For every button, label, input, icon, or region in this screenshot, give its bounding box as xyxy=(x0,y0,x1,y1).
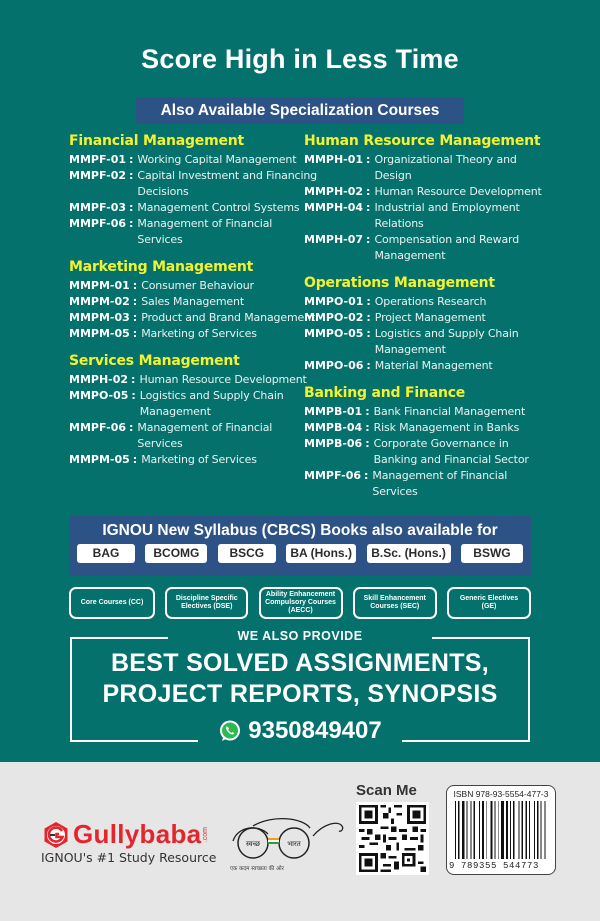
tag-bscg: BSCG xyxy=(218,544,276,563)
separator: : xyxy=(365,421,370,434)
course-code: MMPB-01 xyxy=(304,405,363,418)
course-item xyxy=(304,404,554,420)
course-code: MMPM-03 xyxy=(69,311,130,324)
separator: : xyxy=(131,389,136,402)
right-column xyxy=(304,132,554,510)
course-item xyxy=(69,310,319,326)
course-code: MMPB-06 xyxy=(304,437,363,450)
course-code: MMPF-03 xyxy=(69,201,127,214)
course-item xyxy=(69,372,319,388)
course-code: MMPM-05 xyxy=(69,327,130,340)
course-name: Management of Financial Services xyxy=(372,469,508,498)
left-column xyxy=(69,132,319,478)
course-item xyxy=(304,152,554,184)
tag-bsc-hons: B.Sc. (Hons.) xyxy=(367,544,451,563)
brand-name: Gullybaba xyxy=(73,819,202,849)
separator: : xyxy=(366,233,371,246)
course-item xyxy=(304,200,554,232)
bharat-text: भारत xyxy=(287,840,301,848)
course-item xyxy=(304,358,554,374)
separator: : xyxy=(129,169,134,182)
course-code: MMPH-01 xyxy=(304,153,364,166)
course-name: Logistics and Supply Chain Management xyxy=(139,389,284,418)
phone-contact xyxy=(72,717,528,745)
course-name: Management of Financial Services xyxy=(137,421,273,450)
separator: : xyxy=(366,359,371,372)
course-item xyxy=(69,326,319,342)
separator: : xyxy=(364,469,369,482)
course-code: MMPB-04 xyxy=(304,421,363,434)
section-title: Marketing Management xyxy=(69,259,254,275)
course-name: Marketing of Services xyxy=(141,327,257,340)
separator: : xyxy=(366,153,371,166)
qr-code-icon xyxy=(359,805,426,872)
course-item xyxy=(304,232,554,264)
whatsapp-icon xyxy=(218,719,242,743)
qr-code[interactable] xyxy=(356,802,429,875)
course-code: MMPM-05 xyxy=(69,453,130,466)
course-type-ge: Generic Electives (GE) xyxy=(447,587,531,619)
isbn-barcode xyxy=(446,785,556,875)
isbn-digits: 9 789355 544773 xyxy=(449,861,540,871)
course-name: Project Management xyxy=(374,311,486,324)
course-item xyxy=(69,216,319,248)
course-item xyxy=(304,310,554,326)
cbcs-title: IGNOU New Syllabus (CBCS) Books also available for xyxy=(102,522,498,539)
course-name: Human Resource Development xyxy=(374,185,542,198)
separator: : xyxy=(366,201,371,214)
course-item xyxy=(304,420,554,436)
course-item xyxy=(69,152,319,168)
course-item xyxy=(69,388,319,420)
course-code: MMPF-02 xyxy=(69,169,127,182)
section-title: Banking and Finance xyxy=(304,385,466,401)
course-name: Human Resource Development xyxy=(139,373,307,386)
course-item xyxy=(69,294,319,310)
course-types xyxy=(69,587,531,619)
course-type-dse: Discipline Specific Electives (DSE) xyxy=(165,587,248,619)
separator: : xyxy=(129,421,134,434)
course-section xyxy=(304,274,554,374)
course-section xyxy=(69,132,319,248)
course-section xyxy=(304,132,554,264)
course-item xyxy=(69,452,319,468)
tag-bcomg: BCOMG xyxy=(145,544,207,563)
section-title: Services Management xyxy=(69,353,240,369)
course-name: Logistics and Supply Chain Management xyxy=(374,327,519,356)
course-code: MMPO-05 xyxy=(304,327,364,340)
course-name: Organizational Theory and Design xyxy=(374,153,517,182)
separator: : xyxy=(366,327,371,340)
tag-bswg: BSWG xyxy=(461,544,523,563)
brand-tagline: IGNOU's #1 Study Resource xyxy=(41,850,217,865)
course-item xyxy=(304,468,554,500)
course-code: MMPO-05 xyxy=(69,389,129,402)
course-section xyxy=(69,258,319,342)
separator: : xyxy=(132,279,138,292)
course-code: MMPF-01 xyxy=(69,153,127,166)
course-name: Compensation and Reward Management xyxy=(374,233,520,262)
course-name: Management of Financial Services xyxy=(137,217,273,246)
course-name: Sales Management xyxy=(141,295,245,308)
cover-title: Score High in Less Time xyxy=(141,44,459,74)
separator: : xyxy=(365,437,370,450)
specialization-banner: Also Available Specialization Courses xyxy=(136,97,464,124)
barcode-icon xyxy=(455,801,549,859)
course-code: MMPH-02 xyxy=(304,185,364,198)
section-title: Financial Management xyxy=(69,133,245,149)
course-type-aecc: Ability Enhancement Compulsory Courses (AECC) xyxy=(259,587,343,619)
swachh-bharat-logo xyxy=(228,814,346,874)
course-code: MMPF-06 xyxy=(69,217,127,230)
separator: : xyxy=(129,153,134,166)
course-name: Operations Research xyxy=(374,295,487,308)
scan-me-label: Scan Me xyxy=(356,782,417,799)
course-type-cc: Core Courses (CC) xyxy=(69,587,155,619)
course-section xyxy=(304,384,554,500)
course-code: MMPM-01 xyxy=(69,279,130,292)
separator: : xyxy=(132,453,138,466)
course-item xyxy=(304,294,554,310)
course-item xyxy=(304,326,554,358)
swachh-text: स्वच्छ xyxy=(245,840,261,848)
separator: : xyxy=(131,373,136,386)
course-code: MMPH-07 xyxy=(304,233,364,246)
separator: : xyxy=(129,201,134,214)
brand-suffix: .com xyxy=(202,826,210,843)
course-code: MMPM-02 xyxy=(69,295,130,308)
course-section xyxy=(69,352,319,468)
section-title: Operations Management xyxy=(304,275,495,291)
separator: : xyxy=(366,311,371,324)
separator: : xyxy=(132,327,138,340)
provide-label: WE ALSO PROVIDE xyxy=(237,629,363,643)
course-code: MMPO-06 xyxy=(304,359,364,372)
separator: : xyxy=(132,311,138,324)
course-name: Marketing of Services xyxy=(141,453,257,466)
course-code: MMPO-01 xyxy=(304,295,364,308)
section-title: Human Resource Management xyxy=(304,133,541,149)
services-box xyxy=(70,629,530,744)
course-name: Management Control Systems xyxy=(137,201,300,214)
course-item xyxy=(69,168,319,200)
course-item xyxy=(304,436,554,468)
course-name: Working Capital Management xyxy=(137,153,297,166)
course-code: MMPH-02 xyxy=(69,373,129,386)
course-code: MMPF-06 xyxy=(304,469,362,482)
course-name: Capital Investment and Financing Decisions xyxy=(137,169,318,198)
tag-ba-hons: BA (Hons.) xyxy=(286,544,356,563)
cbcs-panel xyxy=(69,516,531,576)
swachh-caption: एक कदम स्वच्छता की ओर xyxy=(230,866,284,872)
course-name: Material Management xyxy=(374,359,493,372)
isbn-label: ISBN 978-93-5554-477-3 xyxy=(453,789,549,799)
separator: : xyxy=(366,295,371,308)
footer xyxy=(0,762,600,921)
course-name: Risk Management in Banks xyxy=(373,421,520,434)
course-item xyxy=(304,184,554,200)
course-name: Product and Brand Management xyxy=(141,311,316,324)
separator: : xyxy=(132,295,138,308)
course-name: Industrial and Employment Relations xyxy=(374,201,520,230)
provide-line-2: PROJECT REPORTS, SYNOPSIS xyxy=(102,680,498,708)
course-item xyxy=(69,200,319,216)
tag-bag: BAG xyxy=(77,544,135,563)
separator: : xyxy=(365,405,370,418)
gullybaba-logo xyxy=(42,819,209,850)
course-name: Bank Financial Management xyxy=(373,405,526,418)
course-name: Corporate Governance in Banking and Financial Sector xyxy=(373,437,529,466)
provide-line-1: BEST SOLVED ASSIGNMENTS, xyxy=(110,649,490,677)
course-type-sec: Skill Enhancement Courses (SEC) xyxy=(353,587,437,619)
cbcs-tags xyxy=(69,540,531,563)
course-code: MMPH-04 xyxy=(304,201,364,214)
course-name: Consumer Behaviour xyxy=(141,279,254,292)
separator: : xyxy=(366,185,371,198)
phone-number: 9350849407 xyxy=(248,717,382,744)
course-item xyxy=(69,420,319,452)
course-item xyxy=(69,278,319,294)
separator: : xyxy=(129,217,134,230)
course-code: MMPF-06 xyxy=(69,421,127,434)
course-code: MMPO-02 xyxy=(304,311,364,324)
gullybaba-g-icon xyxy=(42,821,70,849)
